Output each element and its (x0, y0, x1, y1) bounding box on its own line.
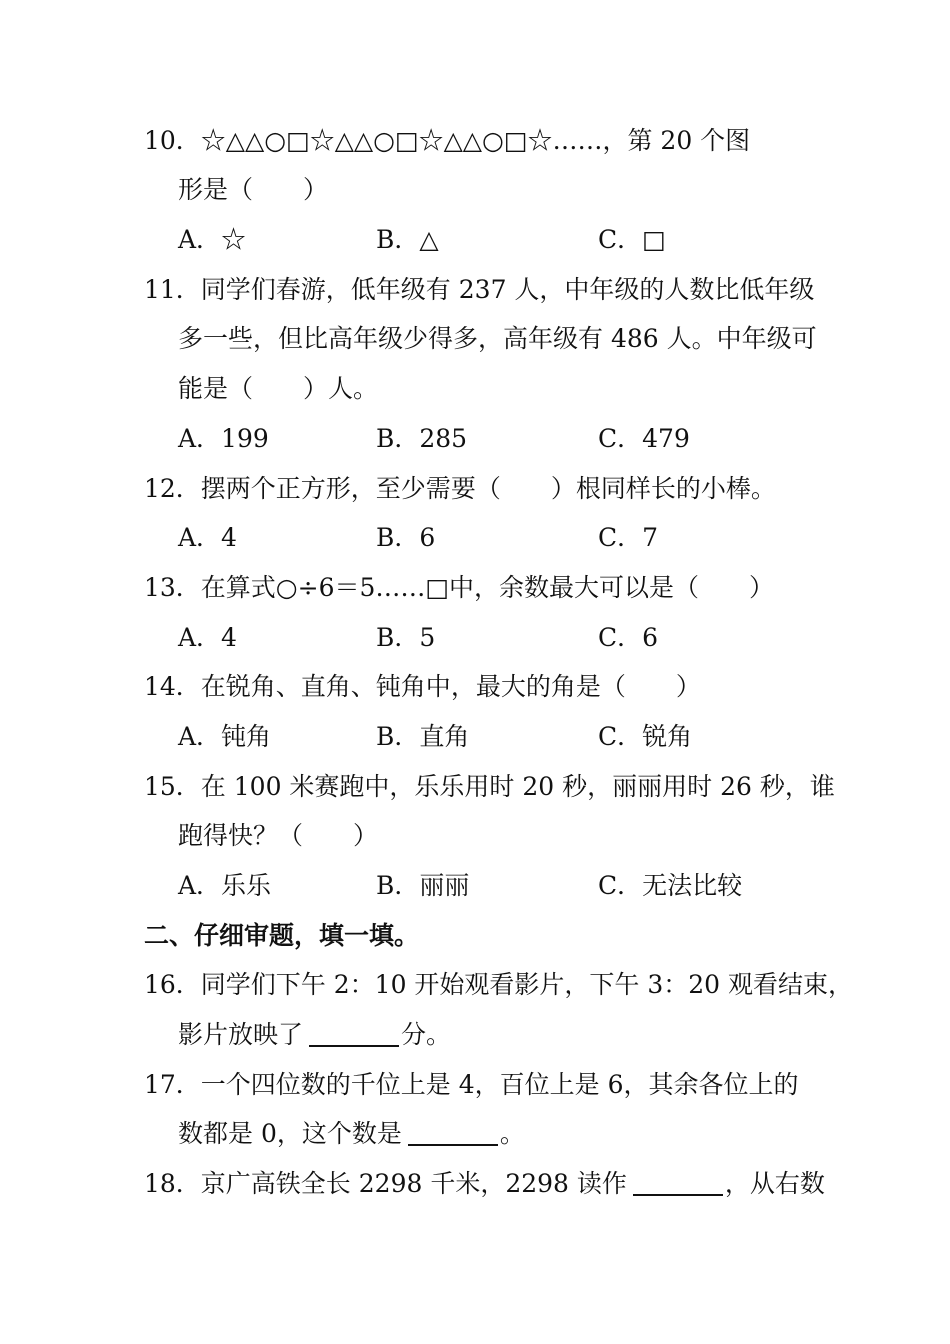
question-17-text: 17．一个四位数的千位上是 4，百位上是 6，其余各位上的 (144, 1070, 799, 1099)
question-16-suffix: 分。 (401, 1020, 452, 1049)
question-13-options (178, 622, 830, 654)
question-17-text-cont (178, 1118, 820, 1150)
option-a: A．4 (178, 623, 237, 652)
answer-blank[interactable] (408, 1120, 498, 1146)
question-13-text: 13．在算式○÷6＝5……□中，余数最大可以是（ ） (144, 573, 775, 602)
question-14-options (178, 721, 830, 753)
answer-blank[interactable] (309, 1021, 399, 1047)
option-c: C．7 (598, 523, 659, 552)
question-18-text (144, 1168, 825, 1200)
question-18-suffix: ，从右数 (724, 1169, 825, 1198)
question-15-options (178, 870, 830, 902)
option-b: B．△ (376, 225, 439, 254)
option-b: B．5 (376, 623, 436, 652)
answer-blank[interactable] (633, 1170, 723, 1196)
option-b: B．6 (376, 523, 436, 552)
option-a: A．☆ (178, 225, 247, 254)
question-18-prefix: 18．京广高铁全长 2298 千米，2298 读作 (144, 1169, 627, 1198)
question-16-text-cont (178, 1019, 820, 1051)
question-11-text-cont: 多一些，但比高年级少得多，高年级有 486 人。中年级可 (178, 324, 817, 353)
option-a: A．4 (178, 523, 237, 552)
question-16-prefix: 影片放映了 (178, 1020, 304, 1049)
option-b: B．直角 (376, 722, 470, 751)
option-c: C．无法比较 (598, 871, 743, 900)
option-a: A．乐乐 (178, 871, 272, 900)
option-b: B．丽丽 (376, 871, 470, 900)
option-c: C．6 (598, 623, 659, 652)
option-c: C．479 (598, 424, 690, 453)
question-11-text-cont2: 能是（ ）人。 (178, 374, 379, 403)
question-10-text-cont: 形是（ ） (178, 175, 329, 204)
question-17-suffix: 。 (499, 1119, 525, 1148)
question-15-text-cont: 跑得快？（ ） (178, 821, 379, 850)
question-12-options (178, 522, 830, 554)
question-10-text: 10．☆△△○□☆△△○□☆△△○□☆……，第 20 个图 (144, 126, 751, 155)
question-17-prefix: 数都是 0，这个数是 (178, 1119, 402, 1148)
option-b: B．285 (376, 424, 468, 453)
option-c: C．□ (598, 225, 666, 254)
question-12-text: 12．摆两个正方形，至少需要（ ）根同样长的小棒。 (144, 474, 776, 503)
question-14-text: 14．在锐角、直角、钝角中，最大的角是（ ） (144, 672, 701, 701)
option-c: C．锐角 (598, 722, 693, 751)
question-16-text: 16．同学们下午 2：10 开始观看影片，下午 3：20 观看结束， (144, 970, 854, 999)
section-heading: 二、仔细审题，填一填。 (144, 921, 420, 950)
question-15-text: 15．在 100 米赛跑中，乐乐用时 20 秒，丽丽用时 26 秒，谁 (144, 772, 835, 801)
question-11-options (178, 423, 830, 455)
question-11-text: 11．同学们春游，低年级有 237 人，中年级的人数比低年级 (144, 275, 815, 304)
option-a: A．199 (178, 424, 269, 453)
option-a: A．钝角 (178, 722, 272, 751)
question-10-options (178, 224, 830, 256)
